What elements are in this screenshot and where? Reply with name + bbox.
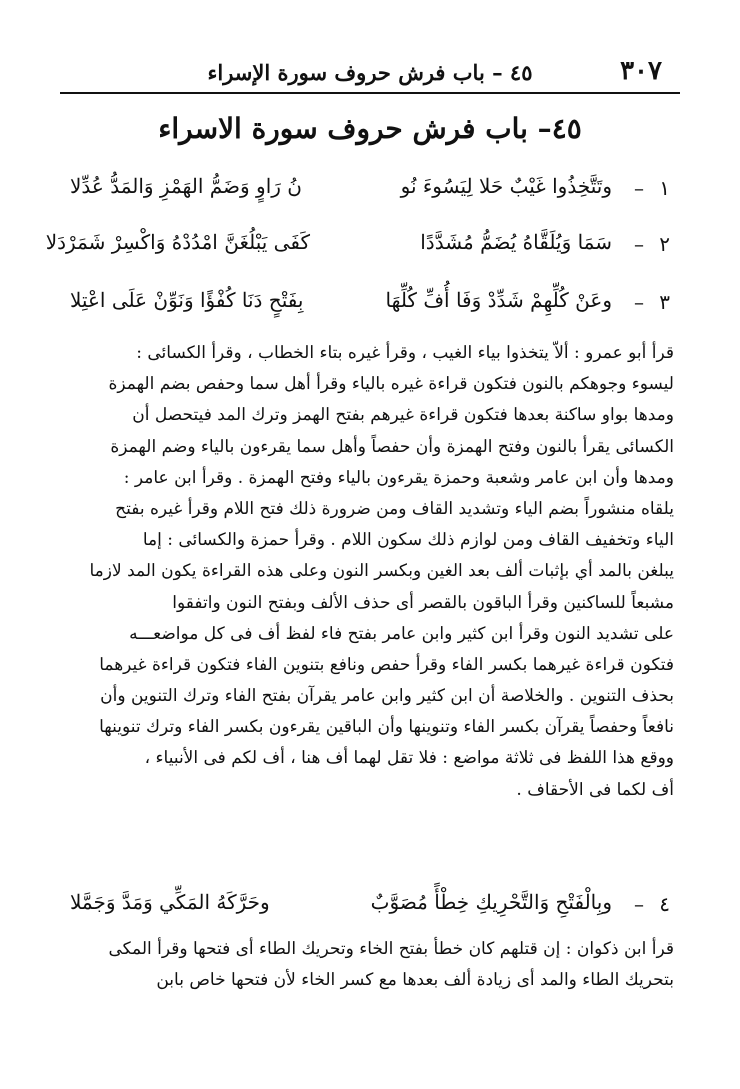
commentary-line: على تشديد النون وقرأ ابن كثير وابن عامر بفتح فاء لفظ أف فى كل مواضعـــه [129, 623, 674, 644]
commentary-line: ووقع هذا اللفظ فى ثلاثة مواضع : فلا تقل لهما أف هنا ، أف لكم فى الأنبياء ، [144, 748, 674, 769]
commentary-block [66, 934, 674, 996]
verse [60, 886, 680, 926]
commentary-line: نافعاً وحفصاً يقرآن بكسر الفاء وتنوينها وأن الباقين يقرءون بكسر الفاء وترك تنوينها [99, 717, 674, 738]
verse [60, 170, 680, 210]
verse-number: ٣ [659, 290, 670, 314]
commentary-block [66, 338, 674, 806]
verse-first-hemistich: وبِالْفَتْحِ وَالتَّحْرِيكِ خِطْأً مُصَوَّبٌ [370, 890, 612, 914]
running-header [60, 56, 680, 94]
commentary-line: قرأ أبو عمرو : ألاّ يتخذوا بياء الغيب ، وقرأ غيره بتاء الخطاب ، وقرأ الكسائى : [136, 343, 674, 363]
commentary-line: فتكون قراءة غيرهما بكسر الفاء وقرأ حفص ونافع بتنوين الفاء فتكون قراءة غيرهما [99, 654, 674, 675]
verse-second-hemistich: نُ رَاوٍ وَضَمُّ الهَمْزِ وَالمَدُّ عُدِّلا [70, 174, 302, 198]
commentary-line: الياء وتخفيف القاف ومن لوازم ذلك سكون اللام . وقرأ حمزة والكسائى : إما [142, 530, 674, 551]
verse-dash: – [634, 892, 644, 916]
commentary-line: بتحريك الطاء والمد أى زيادة ألف بعدها مع كسر الخاء لأن فتحها خاص بابن [156, 970, 674, 991]
verse-number: ٤ [659, 892, 670, 916]
page-number: ٣٠٧ [620, 56, 662, 86]
commentary-line: مشبعاً للساكنين وقرأ الباقون بالقصر أى حذف الألف وبفتح النون واتفقوا [172, 592, 674, 613]
commentary-line: يبلغن بالمد أي بإثبات ألف بعد الغين وبكسر النون وعلى هذه القراءة يكون المد لازما [89, 561, 674, 582]
commentary-line: الكسائى يقرأ بالنون وفتح الهمزة وأن حفصاً وأهل سما يقرءون بالياء وضم الهمزة [110, 436, 674, 457]
commentary-line: ليسوء وجوهكم بالنون فتكون قراءة غيره بالياء وقرأ أهل سما وحفص بضم الهمزة [108, 374, 674, 395]
verse-dash: – [634, 290, 644, 314]
verse-number: ١ [659, 176, 670, 200]
verse-second-hemistich: بِفَتْحٍ دَنَا كُفْؤًا وَنَوِّنْ عَلَى اعْتِلا [70, 288, 304, 312]
verse-second-hemistich: كَفَى يَبْلُغَنَّ امْدُدْهُ وَاكْسِرْ شَمَرْدَلا [45, 230, 310, 254]
commentary-line: أف لكما فى الأحقاف . [516, 779, 674, 800]
verse-first-hemistich: سَمَا وَيُلَقَّاهُ يُضَمُّ مُشَدَّدًا [420, 230, 612, 254]
verse-first-hemistich: وتَتَّخِذُوا غَيْبٌ حَلا لِيَسُوءَ نُو [400, 174, 612, 198]
verse-dash: – [634, 176, 644, 200]
commentary-line: ومدها وأن ابن عامر وشعبة وحمزة يقرءون بالياء وفتح الهمزة . وقرأ ابن عامر : [123, 467, 674, 488]
commentary-line: قرأ ابن ذكوان : إن قتلهم كان خطأ بفتح الخاء وتحريك الطاء أى فتحها وقرأ المكى [108, 939, 674, 959]
chapter-title: ٤٥– باب فرش حروف سورة الاسراء [158, 112, 582, 145]
commentary-line: يلقاه منشوراً بضم الياء وتشديد القاف ومن ضرورة ذلك فتح اللام وقرأ غيره بفتح [115, 498, 674, 519]
verse-dash: – [634, 232, 644, 256]
running-title: ٤٥ – باب فرش حروف سورة الإسراء [207, 60, 533, 85]
verse-first-hemistich: وعَنْ كُلِّهِمْ شَدِّدْ وَفَا أُفِّ كُلِّهَا [385, 288, 612, 312]
commentary-line: بحذف التنوين . والخلاصة أن ابن كثير وابن عامر يقرآن بفتح الفاء وترك التنوين وأن [100, 686, 674, 707]
commentary-line: ومدها بواو ساكنة بعدها فتكون قراءة غيرهم بفتح الهمز وترك المد فيتحصل أن [132, 405, 674, 426]
verse-second-hemistich: وحَرَّكَهُ المَكِّي وَمَدَّ وَجَمَّلا [70, 890, 270, 914]
verse-number: ٢ [659, 232, 670, 256]
verse [45, 226, 680, 266]
verse [60, 284, 680, 324]
